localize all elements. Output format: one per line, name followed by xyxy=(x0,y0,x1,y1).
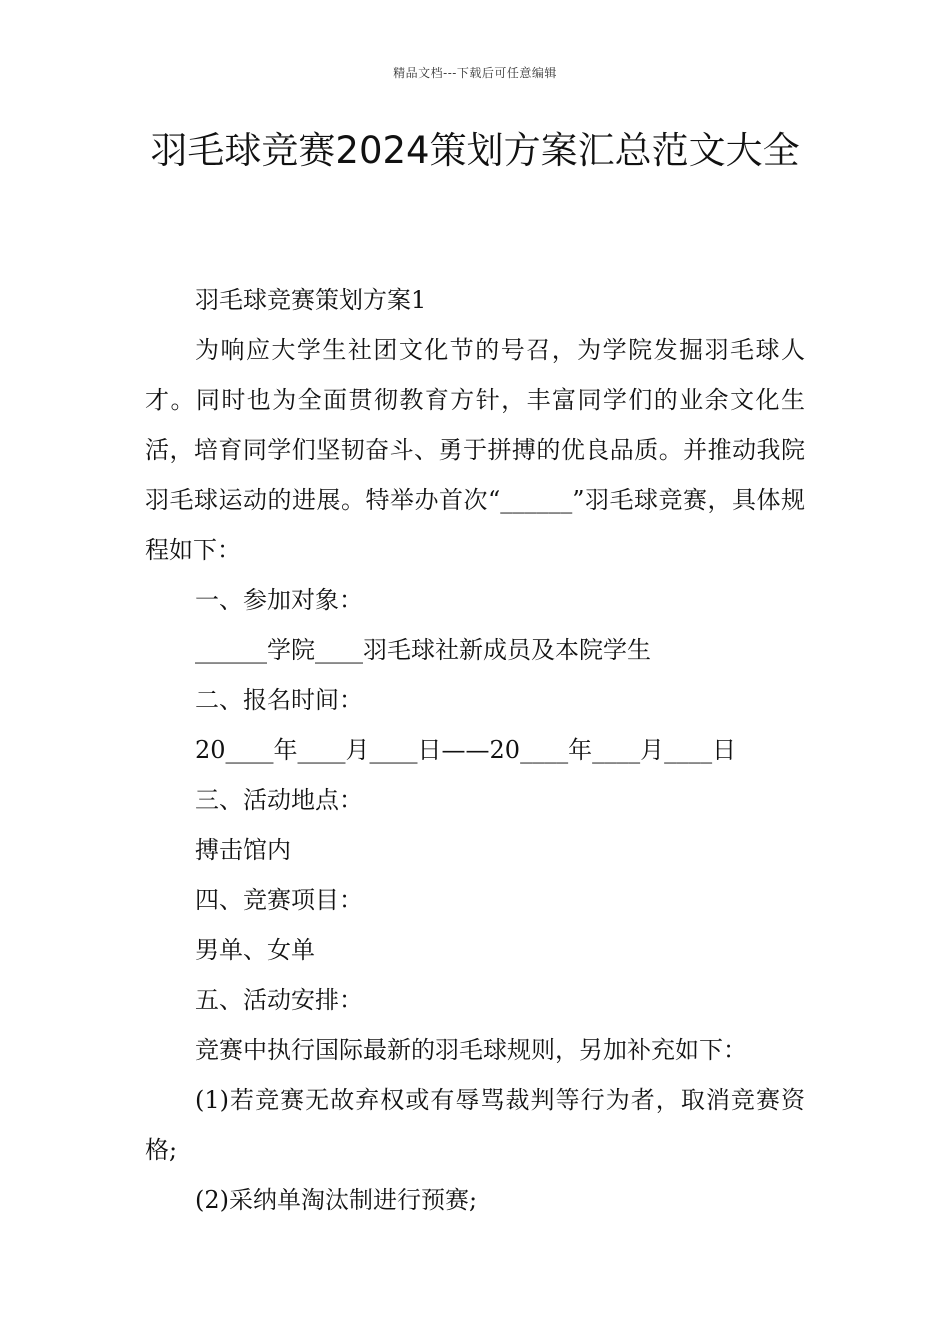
participants-text: ______学院____羽毛球社新成员及本院学生 xyxy=(195,636,651,664)
intro-paragraph: 为响应大学生社团文化节的号召，为学院发掘羽毛球人才。同时也为全面贯彻教育方针，丰富同学们的业余文化生活，培育同学们坚韧奋斗、勇于拼搏的优良品质。并推动我院羽毛球运动的进展。特举办首次“______”羽毛球竞赛，具体规程如下： xyxy=(145,336,805,564)
document-title: 羽毛球竞赛2024策划方案汇总范文大全 xyxy=(150,129,800,172)
events-heading: 四、竞赛项目： xyxy=(195,886,363,914)
section-heading: 羽毛球竞赛策划方案1 xyxy=(195,286,427,314)
rule-item-2: (2)采纳单淘汰制进行预赛; xyxy=(195,1186,478,1214)
participants-heading: 一、参加对象： xyxy=(195,586,363,614)
signup-time-heading: 二、报名时间： xyxy=(195,686,363,714)
arrangement-heading: 五、活动安排： xyxy=(195,986,363,1014)
document-body xyxy=(145,275,805,1225)
arrangement-text: 竞赛中执行国际最新的羽毛球规则，另加补充如下： xyxy=(195,1036,747,1064)
signup-time-text: 20____年____月____日——20____年____月____日 xyxy=(195,736,737,764)
header-note: 精品文档---下载后可任意编辑 xyxy=(393,66,557,80)
events-text: 男单、女单 xyxy=(195,936,315,964)
venue-text: 搏击馆内 xyxy=(195,836,291,864)
rule-item-1: (1)若竞赛无故弃权或有辱骂裁判等行为者，取消竞赛资格; xyxy=(145,1086,805,1164)
venue-heading: 三、活动地点： xyxy=(195,786,363,814)
